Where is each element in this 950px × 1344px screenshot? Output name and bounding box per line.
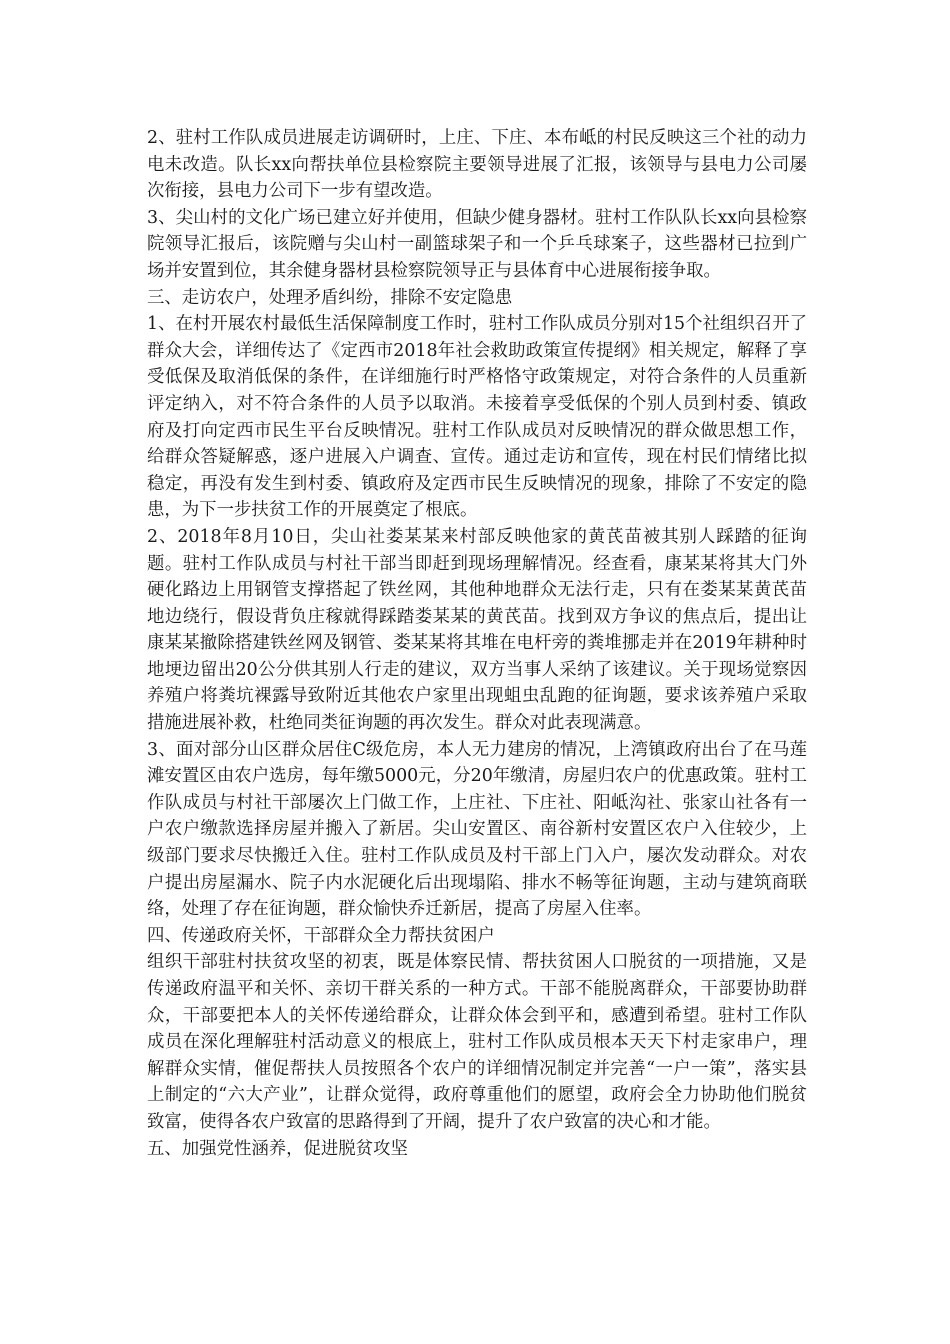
paragraph-electricity-report: 2、驻村工作队成员进展走访调研时，上庄、下庄、本布岻的村民反映这三个社的动力电未改造。队长xx向帮扶单位县检察院主要领导进展了汇报，该领导与县电力公司屡次衔接，县电力公司下一步有望改造。 bbox=[147, 128, 807, 202]
paragraph-relocation-housing: 3、面对部分山区群众居住C级危房，本人无力建房的情况，上湾镇政府出台了在马莲滩安置区由农户选房，每年缴5000元，分20年缴清，房屋归农户的优惠政策。驻村工作队成员与村社干部屡次上门做工作，上庄社、下庄社、阳岻沟社、张家山社各有一户农户缴款选择房屋并搬入了新居。尖山安置区、南谷新村安置区农户入住较少，上级部门要求尽快搬迁入住。驻村工作队成员及村干部上门入户，屡次发动群众。对农户提出房屋漏水、院子内水泥硬化后出现塌陷、排水不畅等征询题，主动与建筑商联络，处理了存在征询题，群众愉快乔迁新居，提高了房屋入住率。 bbox=[147, 739, 807, 920]
paragraph-fitness-equipment: 3、尖山村的文化广场已建立好并使用，但缺少健身器材。驻村工作队队长xx向县检察院领导汇报后，该院赠与尖山村一副篮球架子和一个乒乓球案子，这些器材已拉到广场并安置到位，其余健身器材县检察院领导正与县体育中心进展衔接争取。 bbox=[147, 207, 807, 281]
section-heading-five: 五、加强党性涵养，促进脱贫攻坚 bbox=[147, 1138, 408, 1159]
section-heading-three: 三、走访农户，处理矛盾纠纷，排除不安定隐患 bbox=[147, 287, 513, 308]
paragraph-minimum-living-security: 1、在村开展农村最低生活保障制度工作时，驻村工作队成员分别对15个社组织召开了群众大会，详细传达了《定西市2018年社会救助政策宣传提纲》相关规定，解释了享受低保及取消低保的条件，在详细施行时严格恪守政策规定，对符合条件的人员重新评定纳入，对不符合条件的人员予以取消。未接着享受低保的个别人员到村委、镇政府及打向定西市民生平台反映情况。驻村工作队成员对反映情况的群众做思想工作，给群众答疑解惑，逐户进展入户调查、宣传。通过走访和宣传，现在村民们情绪比拟稳定，再没有发生到村委、镇政府及定西市民生反映情况的现象，排除了不安定的隐患，为下一步扶贫工作的开展奠定了根底。 bbox=[147, 314, 807, 521]
paragraph-dispute-mediation: 2、2018年8月10日，尖山社娄某某来村部反映他家的黄芪苗被其别人踩踏的征询题。驻村工作队成员与村社干部当即赶到现场理解情况。经查看，康某某将其大门外硬化路边上用钢管支撑搭起了铁丝网，其他种地群众无法行走，只有在娄某某黄芪苗地边绕行，假设背负庄稼就得踩踏娄某某的黄芪苗。找到双方争议的焦点后，提出让康某某撤除搭建铁丝网及钢管、娄某某将其堆在电杆旁的粪堆挪走并在2019年耕种时地埂边留出20公分供其别人行走的建议，双方当事人采纳了该建议。关于现场觉察因养殖户将粪坑裸露导致附近其他农户家里出现蛆虫乱跑的征询题，要求该养殖户采取措施进展补救，杜绝同类征询题的再次发生。群众对此表现满意。 bbox=[147, 526, 807, 734]
section-heading-four: 四、传递政府关怀，干部群众全力帮扶贫困户 bbox=[147, 925, 495, 946]
document-body bbox=[147, 125, 807, 1162]
paragraph-government-care: 组织干部驻村扶贫攻坚的初衷，既是体察民情、帮扶贫困人口脱贫的一项措施，又是传递政府温平和关怀、亲切干群关系的一种方式。干部不能脱离群众，干部要协助群众，干部要把本人的关怀传递给群众，让群众体会到平和，感遭到希望。驻村工作队成员在深化理解驻村活动意义的根底上，驻村工作队成员根本天天下村走家串户，理解群众实情，催促帮扶人员按照各个农户的详细情况制定并完善“一户一策”，落实县上制定的“六大产业”，让群众觉得，政府尊重他们的愿望，政府会全力协助他们脱贫致富，使得各农户致富的思路得到了开阔，提升了农户致富的决心和才能。 bbox=[147, 952, 807, 1132]
